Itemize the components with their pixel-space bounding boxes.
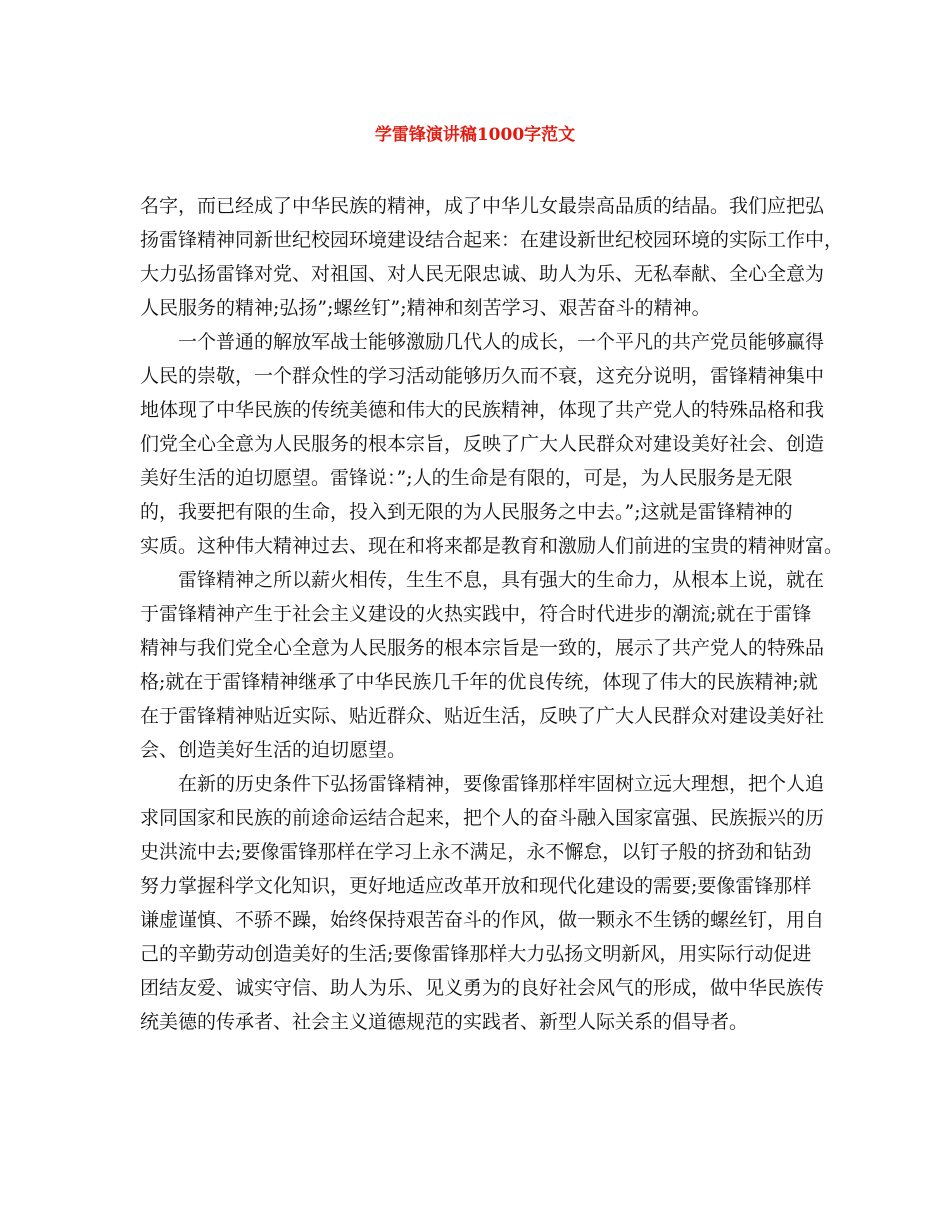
text-line: 统美德的传承者、社会主义道德规范的实践者、新型人际关系的倡导者。 <box>140 1011 749 1033</box>
text-line: 史洪流中去;要像雷锋那样在学习上永不满足，永不懈怠，以钉子般的挤劲和钻劲 <box>140 841 812 863</box>
text-line: 求同国家和民族的前途命运结合起来，把个人的奋斗融入国家富强、民族振兴的历 <box>140 807 825 829</box>
document-body <box>140 189 844 1039</box>
paragraph-3 <box>140 563 828 767</box>
text-line: 团结友爱、诚实守信、助人为乐、见义勇为的良好社会风气的形成，做中华民族传 <box>140 977 825 999</box>
text-line: 精神与我们党全心全意为人民服务的根本宗旨是一致的，展示了共产党人的特殊品 <box>140 637 825 659</box>
text-line: 美好生活的迫切愿望。雷锋说：”;人的生命是有限的，可是，为人民服务是无限 <box>140 467 793 489</box>
text-line: 在新的历史条件下弘扬雷锋精神，要像雷锋那样牢固树立远大理想，把个人追 <box>178 773 825 795</box>
paragraph-4 <box>140 767 828 1039</box>
text-line: 人民的崇敬，一个群众性的学习活动能够历久而不衰，这充分说明，雷锋精神集中 <box>140 365 825 387</box>
text-line: 谦虚谨慎、不骄不躁，始终保持艰苦奋斗的作风，做一颗永不生锈的螺丝钉，用自 <box>140 909 825 931</box>
text-line: 于雷锋精神产生于社会主义建设的火热实践中，符合时代进步的潮流;就在于雷锋 <box>140 603 812 625</box>
text-line: 雷锋精神之所以薪火相传，生生不息，具有强大的生命力，从根本上说，就在 <box>178 569 825 591</box>
text-line: 们党全心全意为人民服务的根本宗旨，反映了广大人民群众对建设美好社会、创造 <box>140 433 825 455</box>
text-line: 一个普通的解放军战士能够激励几代人的成长，一个平凡的共产党员能够赢得 <box>178 331 825 353</box>
paragraph-2 <box>140 325 844 563</box>
text-line: 的，我要把有限的生命，投入到无限的为人民服务之中去。”;这就是雷锋精神的 <box>140 501 793 523</box>
text-line: 地体现了中华民族的传统美德和伟大的民族精神，体现了共产党人的特殊品格和我 <box>140 399 825 421</box>
text-line: 己的辛勤劳动创造美好的生活;要像雷锋那样大力弘扬文明新风，用实际行动促进 <box>140 943 812 965</box>
document-title: 学雷锋演讲稿1000字范文 <box>374 125 576 145</box>
text-line: 大力弘扬雷锋对党、对祖国、对人民无限忠诚、助人为乐、无私奉献、全心全意为 <box>140 263 825 285</box>
text-line: 会、创造美好生活的迫切愿望。 <box>140 739 407 761</box>
text-line: 格;就在于雷锋精神继承了中华民族几千年的优良传统，体现了伟大的民族精神;就 <box>140 671 818 693</box>
paragraph-1 <box>140 189 844 325</box>
text-line: 努力掌握科学文化知识，更好地适应改革开放和现代化建设的需要;要像雷锋那样 <box>140 875 812 897</box>
text-line: 名字，而已经成了中华民族的精神，成了中华儿女最崇高品质的结晶。我们应把弘 <box>140 195 825 217</box>
text-line: 实质。这种伟大精神过去、现在和将来都是教育和激励人们前进的宝贵的精神财富。 <box>140 535 844 557</box>
text-line: 在于雷锋精神贴近实际、贴近群众、贴近生活，反映了广大人民群众对建设美好社 <box>140 705 825 727</box>
text-line: 人民服务的精神;弘扬”;螺丝钉”;精神和刻苦学习、艰苦奋斗的精神。 <box>140 297 711 319</box>
text-line: 扬雷锋精神同新世纪校园环境建设结合起来：在建设新世纪校园环境的实际工作中， <box>140 229 844 251</box>
